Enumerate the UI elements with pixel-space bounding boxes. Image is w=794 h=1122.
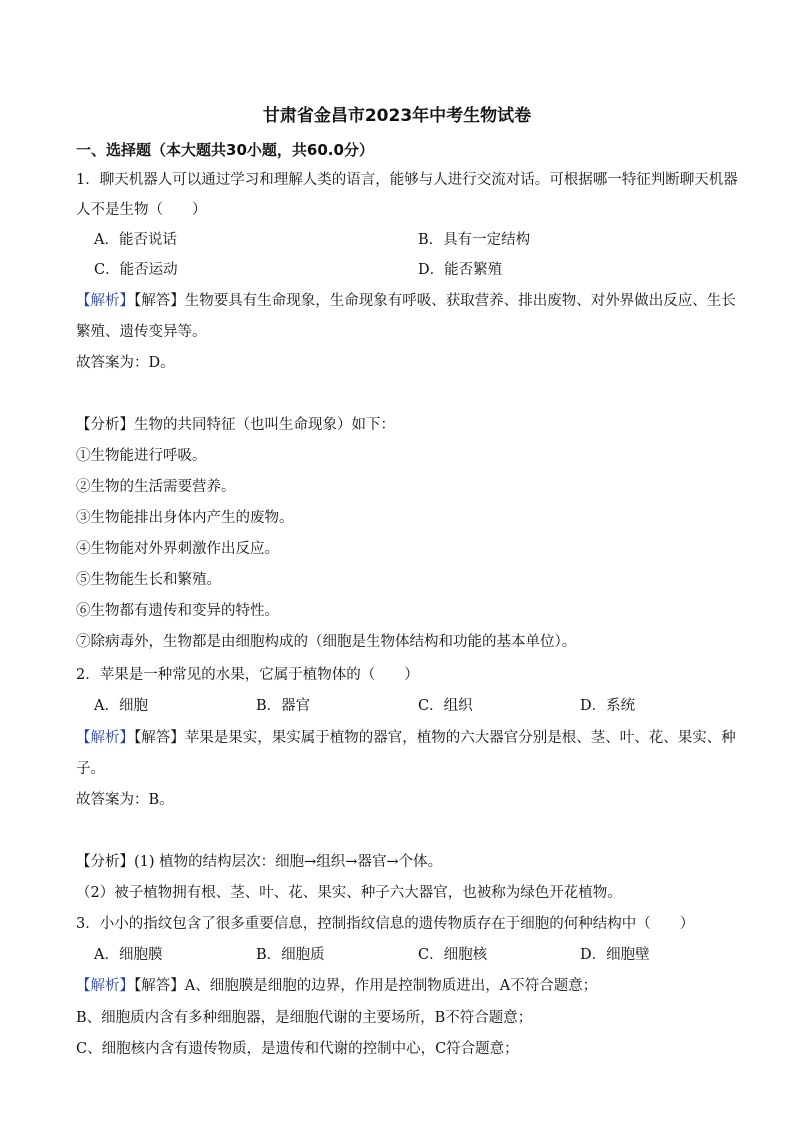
q2-solution-line1 — [76, 728, 736, 748]
q1-option-b: B．具有一定结构 — [418, 232, 531, 248]
q1-point: ③生物能排出身体内产生的废物。 — [76, 510, 294, 526]
section-heading: 一、选择题（本大题共30小题，共60.0分） — [76, 141, 374, 159]
q2-solution-text: 【解答】苹果是果实，果实属于植物的器官，植物的六大器官分别是根、茎、叶、花、果实、种 — [134, 730, 736, 746]
q2-stem: 2．苹果是一种常见的水果，它属于植物体的（ ） — [76, 667, 419, 683]
q1-point: ④生物能对外界刺激作出反应。 — [76, 541, 279, 557]
q1-option-d: D．能否繁殖 — [418, 262, 503, 278]
q2-option-b: B．器官 — [256, 698, 311, 714]
q3-solution-line-c: C、细胞核内含有遗传物质，是遗传和代谢的控制中心，C符合题意； — [76, 1041, 519, 1057]
q2-analysis-line2: （2）被子植物拥有根、茎、叶、花、果实、种子六大器官，也被称为绿色开花植物。 — [76, 885, 622, 901]
q1-solution-text: 【解答】生物要具有生命现象，生命现象有呼吸、获取营养、排出废物、对外界做出反应、生长 — [134, 293, 736, 309]
analysis-tag: 【解析】 — [76, 730, 134, 746]
q2-answer: 故答案为：B。 — [76, 792, 174, 808]
q3-option-a: A．细胞膜 — [94, 947, 163, 963]
q1-point: ①生物能进行呼吸。 — [76, 448, 207, 464]
q1-option-a: A．能否说话 — [94, 232, 177, 248]
q2-option-a: A．细胞 — [94, 698, 148, 714]
q2-analysis-line1: 【分析】(1) 植物的结构层次：细胞→组织→器官→个体。 — [76, 854, 443, 870]
q3-option-c: C．细胞核 — [418, 947, 488, 963]
q1-point: ⑤生物能生长和繁殖。 — [76, 572, 221, 588]
q1-point: ⑥生物都有遗传和变异的特性。 — [76, 603, 279, 619]
q1-solution-line2: 繁殖、遗传变异等。 — [76, 324, 207, 340]
q1-answer: 故答案为：D。 — [76, 355, 175, 371]
q2-option-d: D．系统 — [580, 698, 636, 714]
q1-stem-line2: 人不是生物（ ） — [76, 202, 207, 218]
q1-analysis-head: 【分析】生物的共同特征（也叫生命现象）如下： — [76, 417, 395, 433]
q1-point: ②生物的生活需要营养。 — [76, 479, 236, 495]
q3-solution-line-b: B、细胞质内含有多种细胞器，是细胞代谢的主要场所，B不符合题意； — [76, 1010, 533, 1026]
page-title: 甘肃省金昌市2023年中考生物试卷 — [262, 106, 532, 126]
q3-solution-line1 — [76, 976, 597, 996]
q1-option-c: C．能否运动 — [94, 262, 178, 278]
q2-option-c: C．组织 — [418, 698, 473, 714]
q3-option-b: B．细胞质 — [256, 947, 325, 963]
q2-solution-line2: 子。 — [76, 761, 105, 777]
q1-stem-line1: 1．聊天机器人可以通过学习和理解人类的语言，能够与人进行交流对话。可根据哪一特征判断聊天机器 — [76, 172, 738, 188]
q3-solution-text: 【解答】A、细胞膜是细胞的边界，作用是控制物质进出，A不符合题意； — [134, 978, 598, 994]
q3-stem: 3．小小的指纹包含了很多重要信息，控制指纹信息的遗传物质存在于细胞的何种结构中（ ） — [76, 916, 695, 932]
q1-point: ⑦除病毒外，生物都是由细胞构成的（细胞是生物体结构和功能的基本单位）。 — [76, 634, 577, 650]
analysis-tag: 【解析】 — [76, 293, 134, 309]
analysis-tag: 【解析】 — [76, 978, 134, 994]
q1-solution-line1 — [76, 291, 736, 311]
q3-option-d: D．细胞壁 — [580, 947, 650, 963]
